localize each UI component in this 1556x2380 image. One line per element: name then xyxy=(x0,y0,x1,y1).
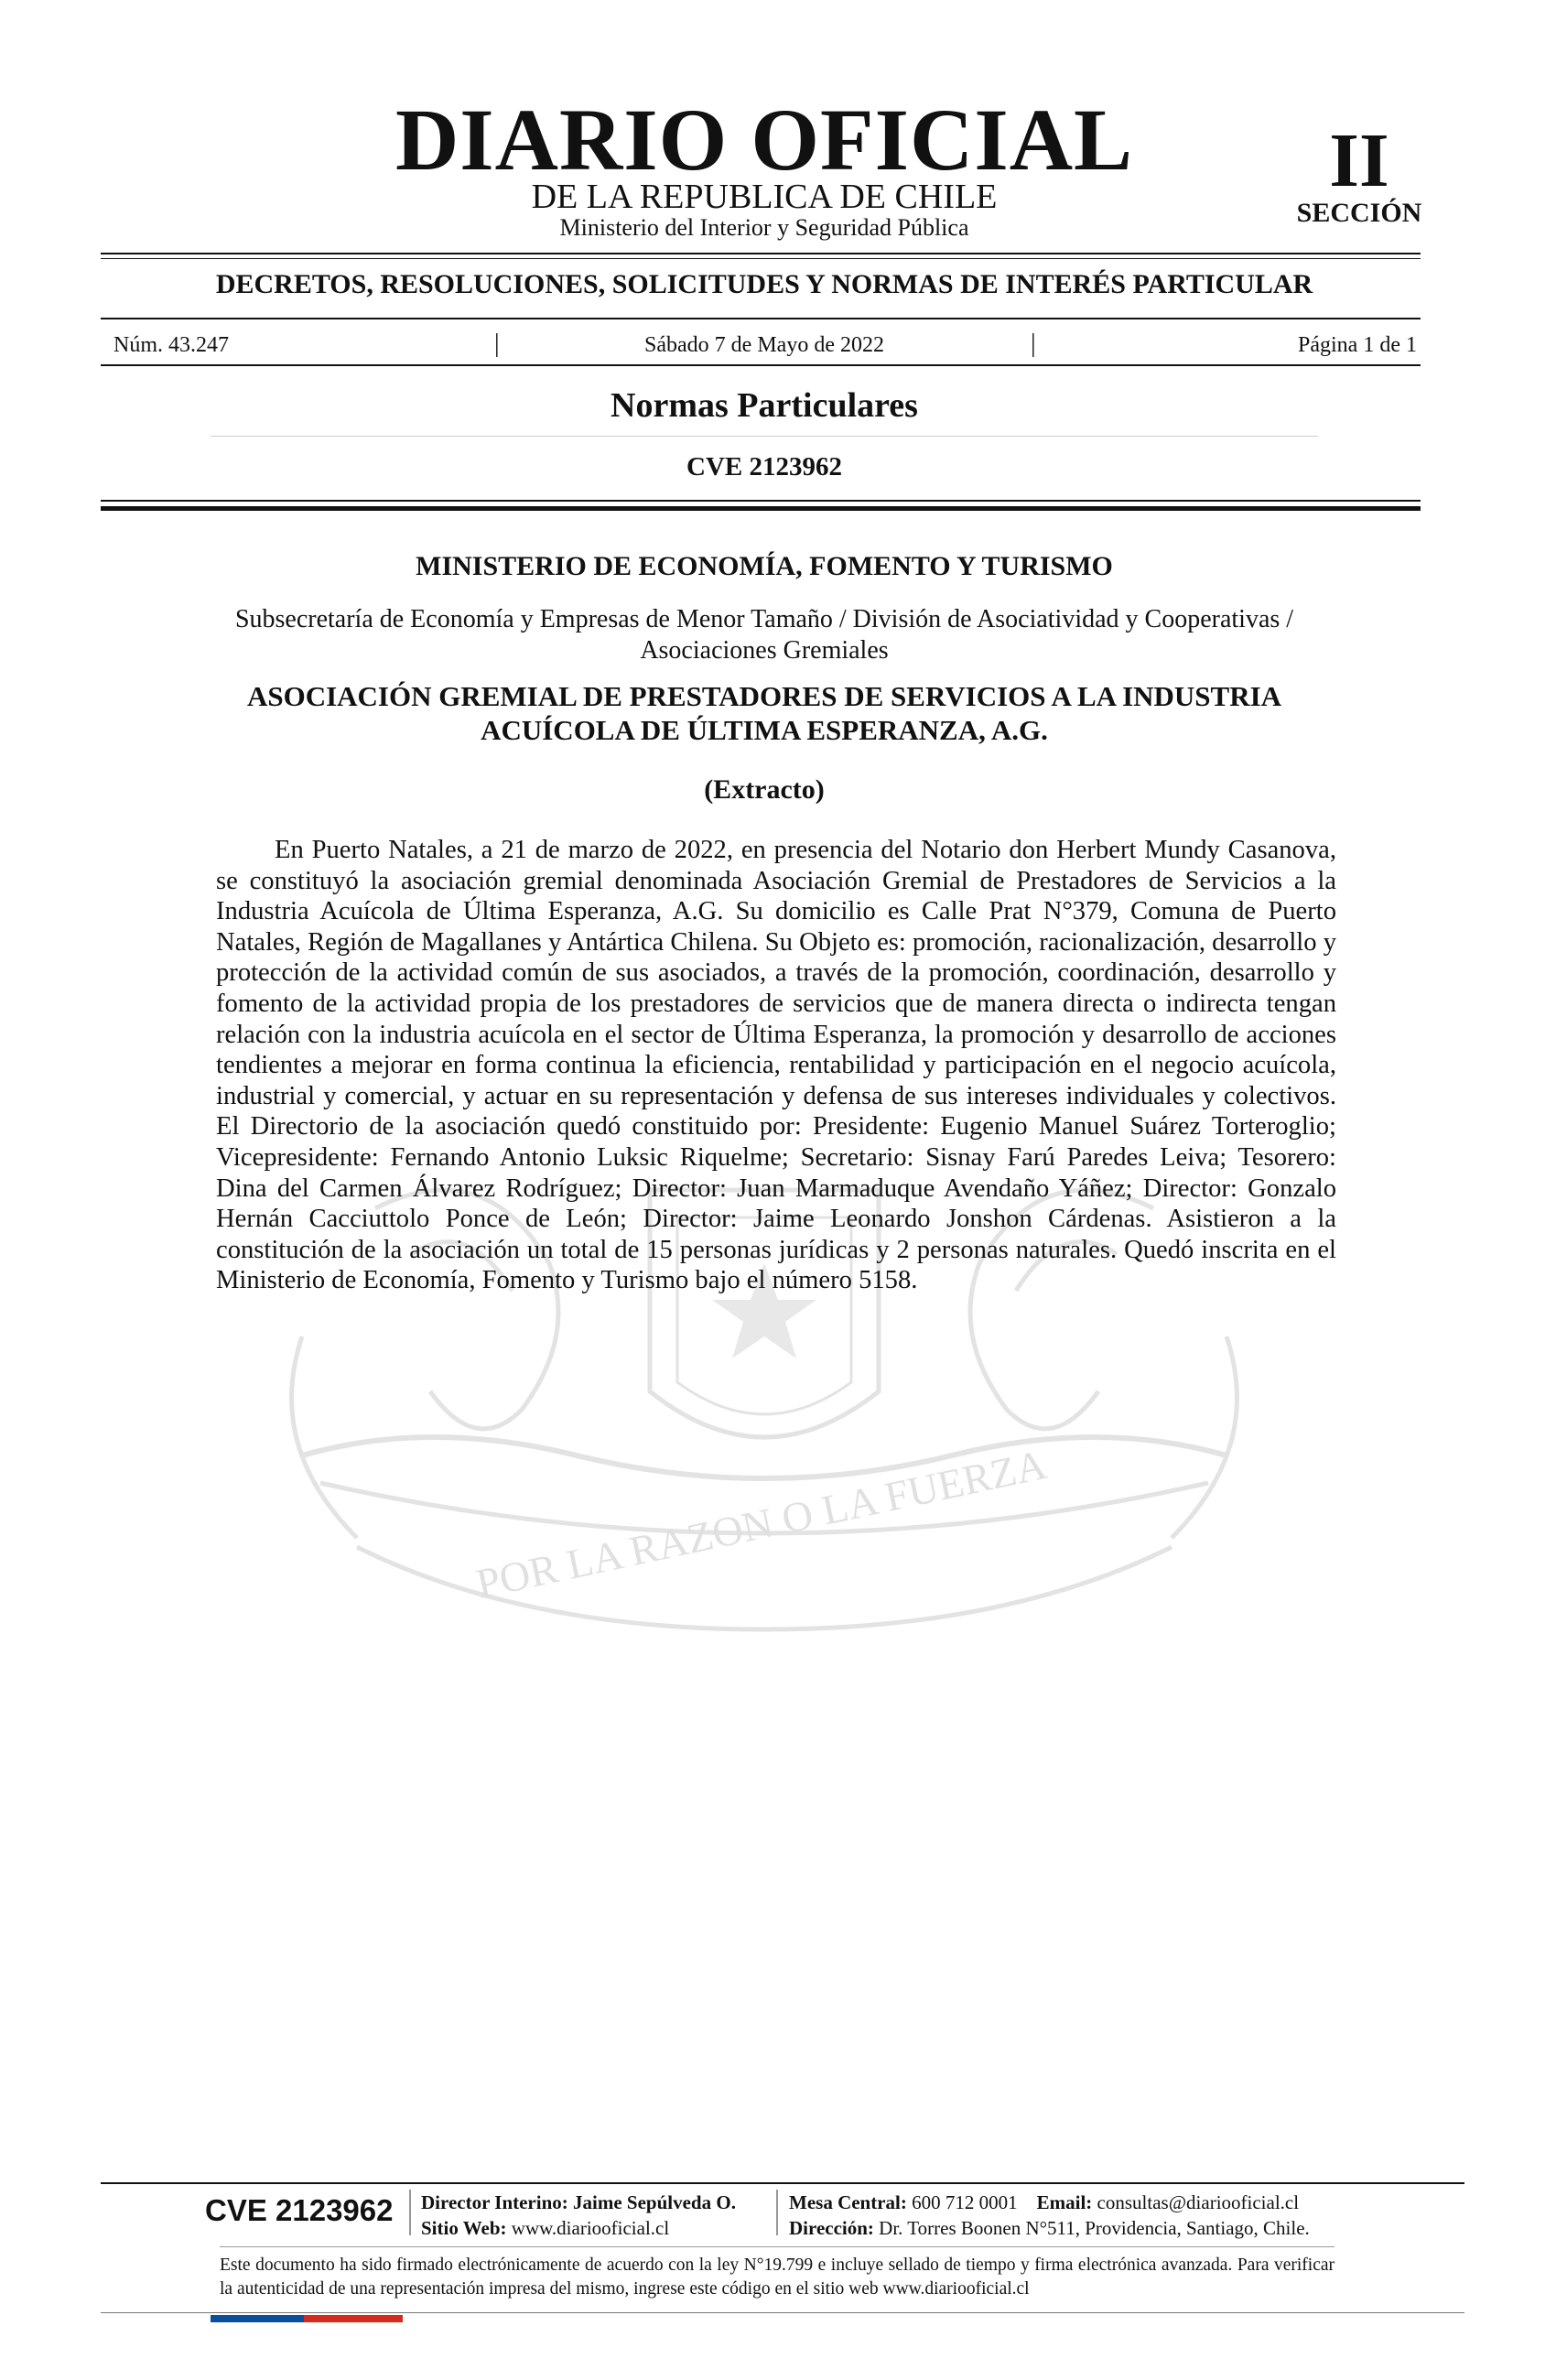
footer-rule-bottom xyxy=(101,2312,1464,2313)
footer-divider xyxy=(409,2190,411,2235)
footer-contact-block xyxy=(789,2190,1310,2241)
footer-authenticity-note: Este documento ha sido firmado electrónicamente de acuerdo con la ley N°19.799 e incluye sellado de tiempo y firma electrónica avanzada. Para verificar la autenticidad de una representación impresa del mismo, ingrese este código en el sitio web www.diariooficial.cl xyxy=(220,2256,1334,2299)
section-banner: DECRETOS, RESOLUCIONES, SOLICITUDES Y NORMAS DE INTERÉS PARTICULAR xyxy=(215,269,1313,299)
masthead-subtitle: DE LA REPUBLICA DE CHILE xyxy=(531,178,998,216)
footer-divider xyxy=(776,2190,778,2235)
header-double-rule xyxy=(101,506,1421,511)
footer-director-block xyxy=(421,2190,736,2241)
footer-cve-code: CVE 2123962 xyxy=(205,2193,394,2227)
director-name: Jaime Sepúlveda O. xyxy=(573,2191,736,2213)
flag-stripe-blue xyxy=(211,2315,304,2322)
address-text: Dr. Torres Boonen N°511, Providencia, Santiago, Chile. xyxy=(879,2217,1310,2239)
document-type: (Extracto) xyxy=(704,774,825,805)
director-label: Director Interino: xyxy=(421,2191,568,2213)
category-underline xyxy=(211,436,1318,437)
page-indicator: Página 1 de 1 xyxy=(1298,333,1417,357)
site-label: Sitio Web: xyxy=(421,2217,507,2239)
issue-rule-top xyxy=(101,318,1421,319)
issuing-ministry: MINISTERIO DE ECONOMÍA, FOMENTO Y TURISMO xyxy=(416,551,1113,581)
email-link[interactable]: consultas@diariooficial.cl xyxy=(1097,2191,1300,2213)
footer-rule-middle xyxy=(220,2246,1334,2247)
category-title: Normas Particulares xyxy=(611,386,918,425)
issue-date: Sábado 7 de Mayo de 2022 xyxy=(644,333,884,357)
issuing-subsecretaria: Subsecretaría de Economía y Empresas de Menor Tamaño / División de Asociatividad y Cooperativas / Asociaciones Gremiales xyxy=(234,605,1294,665)
section-number: II xyxy=(1329,118,1389,203)
article-body: En Puerto Natales, a 21 de marzo de 2022, en presencia del Notario don Herbert Mundy Casanova, se constituyó la asociación gremial denominada Asociación Gremial de Prestadores de Servicios a la Industria Acuícola de Última Esperanza, A.G. Su domicilio es Calle Prat N°379, Comuna de Puerto Natales, Región de Magallanes y Antártica Chilena. Su Objeto es: promoción, racionalización, desarrollo y protección de la actividad común de sus asociados, a través de la promoción, coordinación, desarrollo y fomento de la actividad propia de los prestadores de servicios que de manera directa o indirecta tengan relación con la industria acuícola en el sector de Última Esperanza, la promoción y desarrollo de acciones tendientes a mejorar en forma continua la eficiencia, rentabilidad y participación en el negocio acuícola, industrial y comercial, y actuar en su representación y defensa de sus intereses individuales y colectivos. El Directorio de la asociación quedó constituido por: Presidente: Eugenio Manuel Suárez Torteroglio; Vicepresidente: Fernando Antonio Luksic Riquelme; Secretario: Sisnay Farú Paredes Leiva; Tesorero: Dina del Carmen Álvarez Rodríguez; Director: Juan Marmaduque Avendaño Yáñez; Director: Gonzalo Hernán Cacciuttolo Ponce de León; Director: Jaime Leonardo Jonshon Cárdenas. Asistieron a la constitución de la asociación un total de 15 personas jurídicas y 2 personas naturales. Quedó inscrita en el Ministerio de Economía, Fomento y Turismo bajo el número 5158. xyxy=(216,836,1336,1295)
phone-label: Mesa Central: xyxy=(789,2191,907,2213)
header-double-rule xyxy=(101,500,1421,502)
masthead-rule-thin xyxy=(101,258,1421,259)
organization-name: ASOCIACIÓN GREMIAL DE PRESTADORES DE SERVICIOS A LA INDUSTRIA ACUÍCOLA DE ÚLTIMA ESPERANZA, A.G. xyxy=(246,680,1282,747)
masthead-ministry: Ministerio del Interior y Seguridad Pública xyxy=(559,214,969,241)
masthead-rule xyxy=(101,253,1421,254)
address-label: Dirección: xyxy=(789,2217,874,2239)
watermark-motto: POR LA RAZON O LA FUERZA xyxy=(471,1440,1051,1607)
site-link[interactable]: www.diariooficial.cl xyxy=(511,2217,670,2239)
section-label: SECCIÓN xyxy=(1296,198,1422,228)
phone-number: 600 712 0001 xyxy=(912,2191,1018,2213)
issue-separator: | xyxy=(1031,330,1036,358)
masthead-title: DIARIO OFICIAL xyxy=(394,91,1134,189)
email-label: Email: xyxy=(1036,2191,1093,2213)
flag-stripe-red xyxy=(304,2315,403,2322)
cve-code: CVE 2123962 xyxy=(686,452,842,481)
issue-separator: | xyxy=(494,330,500,358)
footer-rule-top xyxy=(101,2182,1464,2184)
issue-number: Núm. 43.247 xyxy=(113,333,229,357)
issue-rule-bottom xyxy=(101,364,1421,366)
